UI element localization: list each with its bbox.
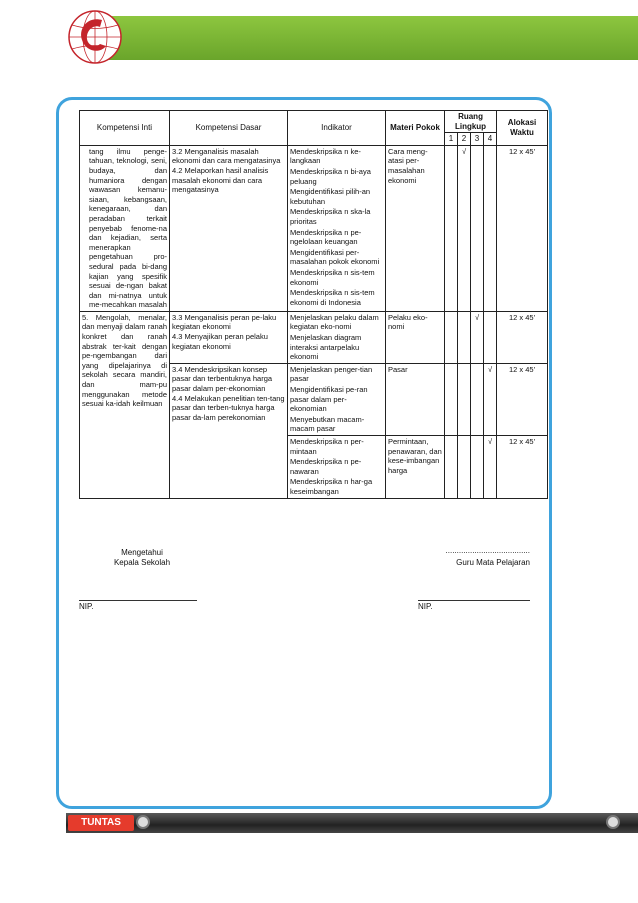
indikator-item: Menjelaskan pelaku dalam kegiatan eko-nomi [290, 312, 379, 332]
header-kompetensi-inti: Kompetensi Inti [80, 111, 170, 146]
indikator-item: Menjelaskan diagram interaksi antarpelaku ekonomi [290, 333, 362, 362]
materi-pokok-cell: Pasar [386, 363, 445, 435]
kompetensi-dasar-cell: 3.3 Menganalisis peran pe-laku kegiatan ekonomi 4.3 Menyajikan peran pelaku kegiatan ekonomi [170, 311, 288, 363]
indikator-item: Mendeskripsika n har-ga keseimbangan [290, 477, 373, 496]
indikator-item: Mendeskripsika n sis-tem ekonomi [290, 267, 375, 287]
curriculum-table [79, 110, 548, 499]
materi-pokok-cell: Pelaku eko-nomi [386, 311, 445, 363]
indikator-item: Mengidentifikasi pilih-an kebutuhan [290, 187, 371, 206]
kompetensi-inti-cell: tang ilmu penge-tahuan, teknologi, seni, budaya, dan humaniora dengan wawasan kemanu-siaan, kebangsaan, kenegaraan, dan peradaban terkait penyebab fenome-na dan kejadian, serta menerapkan pengetahuan pro-sedural pada bi-dang kajian yang spesifik sesuai de-ngan bakat dan mi-natnya untuk me-mecahkan masalah [80, 145, 170, 311]
indikator-item: Mendeskripsika n per-mintaan [290, 437, 364, 456]
signature-right-nip: NIP. [418, 600, 530, 611]
header-ruang-lingkup: Ruang Lingkup [445, 111, 497, 133]
signature-left-nip: NIP. [79, 600, 197, 611]
indikator-item: Mendeskripsika n ska-la prioritas [290, 207, 371, 226]
footer-knob-icon [136, 815, 150, 829]
signature-right-dots: ...................................... [445, 546, 530, 555]
indikator-cell [288, 145, 386, 311]
indikator-item: Mendeskripsika n ke-langkaan [290, 146, 361, 166]
kompetensi-dasar-cell: 3.2 Menganalisis masalah ekonomi dan cara mengatasinya 4.2 Melaporkan hasil analisis masalah ekonomi dan cara mengatasinya [170, 145, 288, 311]
indikator-item: Mendeskripsika n pe-nawaran [290, 457, 362, 476]
footer-knob-icon [606, 815, 620, 829]
indikator-item: Mendeskripsika n pe-ngelolaan keuangan [290, 227, 362, 247]
header-rl-2: 2 [458, 133, 471, 146]
materi-pokok-cell: Cara meng-atasi per-masalahan ekonomi [386, 145, 445, 311]
indikator-cell [288, 436, 386, 499]
alokasi-waktu-cell: 12 x 45' [497, 311, 548, 363]
kompetensi-dasar-cell: 3.4 Mendeskripsikan konsep pasar dan terbentuknya harga pasar dalam per-ekonomian 4.4 Melakukan penelitian ten-tang pasar dan terben-tuknya harga pasar da-lam perekonomian [170, 363, 288, 498]
kompetensi-inti-text: Mengolah, menalar, dan menyaji dalam ranah konkret dan ranah abstrak ter-kait dengan pe-ngembangan dari yang dipelajarinya di sekolah secara mandiri, dan mam-pu menggunakan metode sesuai ka-idah keilmuan [82, 312, 167, 409]
indikator-item: Mengidentifikasi pe-ran pasar dalam per-ekonomian [290, 385, 368, 414]
alokasi-waktu-cell: 12 x 45' [497, 363, 548, 435]
header-indikator: Indikator [288, 111, 386, 146]
check-mark: √ [484, 436, 497, 499]
signature-left-title: Kepala Sekolah [113, 558, 171, 567]
footer-bar [66, 813, 638, 833]
indikator-item: Menjelaskan penger-tian pasar [290, 364, 373, 384]
signature-left-label: Mengetahui [121, 548, 163, 557]
indikator-item: Mengidentifikasi per-masalahan pokok ekonomi [290, 247, 380, 267]
kompetensi-inti-cell [80, 311, 170, 498]
indikator-item: Menyebutkan macam- macam pasar [290, 414, 365, 434]
ki-number: 5. [82, 312, 89, 322]
footer-label: TUNTAS [68, 815, 134, 831]
indikator-item: Mendeskripsika n bi-aya peluang [290, 166, 371, 186]
header-rl-1: 1 [445, 133, 458, 146]
indikator-item: Mendeskripsika n sis-tem ekonomi di Indonesia [290, 288, 375, 307]
check-mark: √ [484, 363, 497, 435]
table-row [80, 311, 548, 363]
signature-right-title: Guru Mata Pelajaran [456, 558, 530, 567]
header-kompetensi-dasar: Kompetensi Dasar [170, 111, 288, 146]
indikator-cell [288, 363, 386, 435]
alokasi-waktu-cell: 12 x 45' [497, 145, 548, 311]
table-row [80, 145, 548, 311]
top-banner [104, 16, 638, 60]
check-mark: √ [458, 145, 471, 311]
indikator-cell [288, 311, 386, 363]
header-alokasi-waktu: Alokasi Waktu [497, 111, 548, 146]
header-rl-4: 4 [484, 133, 497, 146]
publisher-logo-icon [66, 8, 124, 66]
header-rl-3: 3 [471, 133, 484, 146]
header-materi-pokok: Materi Pokok [386, 111, 445, 146]
check-mark: √ [471, 311, 484, 363]
materi-pokok-cell: Permintaan, penawaran, dan kese-imbangan harga [386, 436, 445, 499]
alokasi-waktu-cell: 12 x 45' [497, 436, 548, 499]
